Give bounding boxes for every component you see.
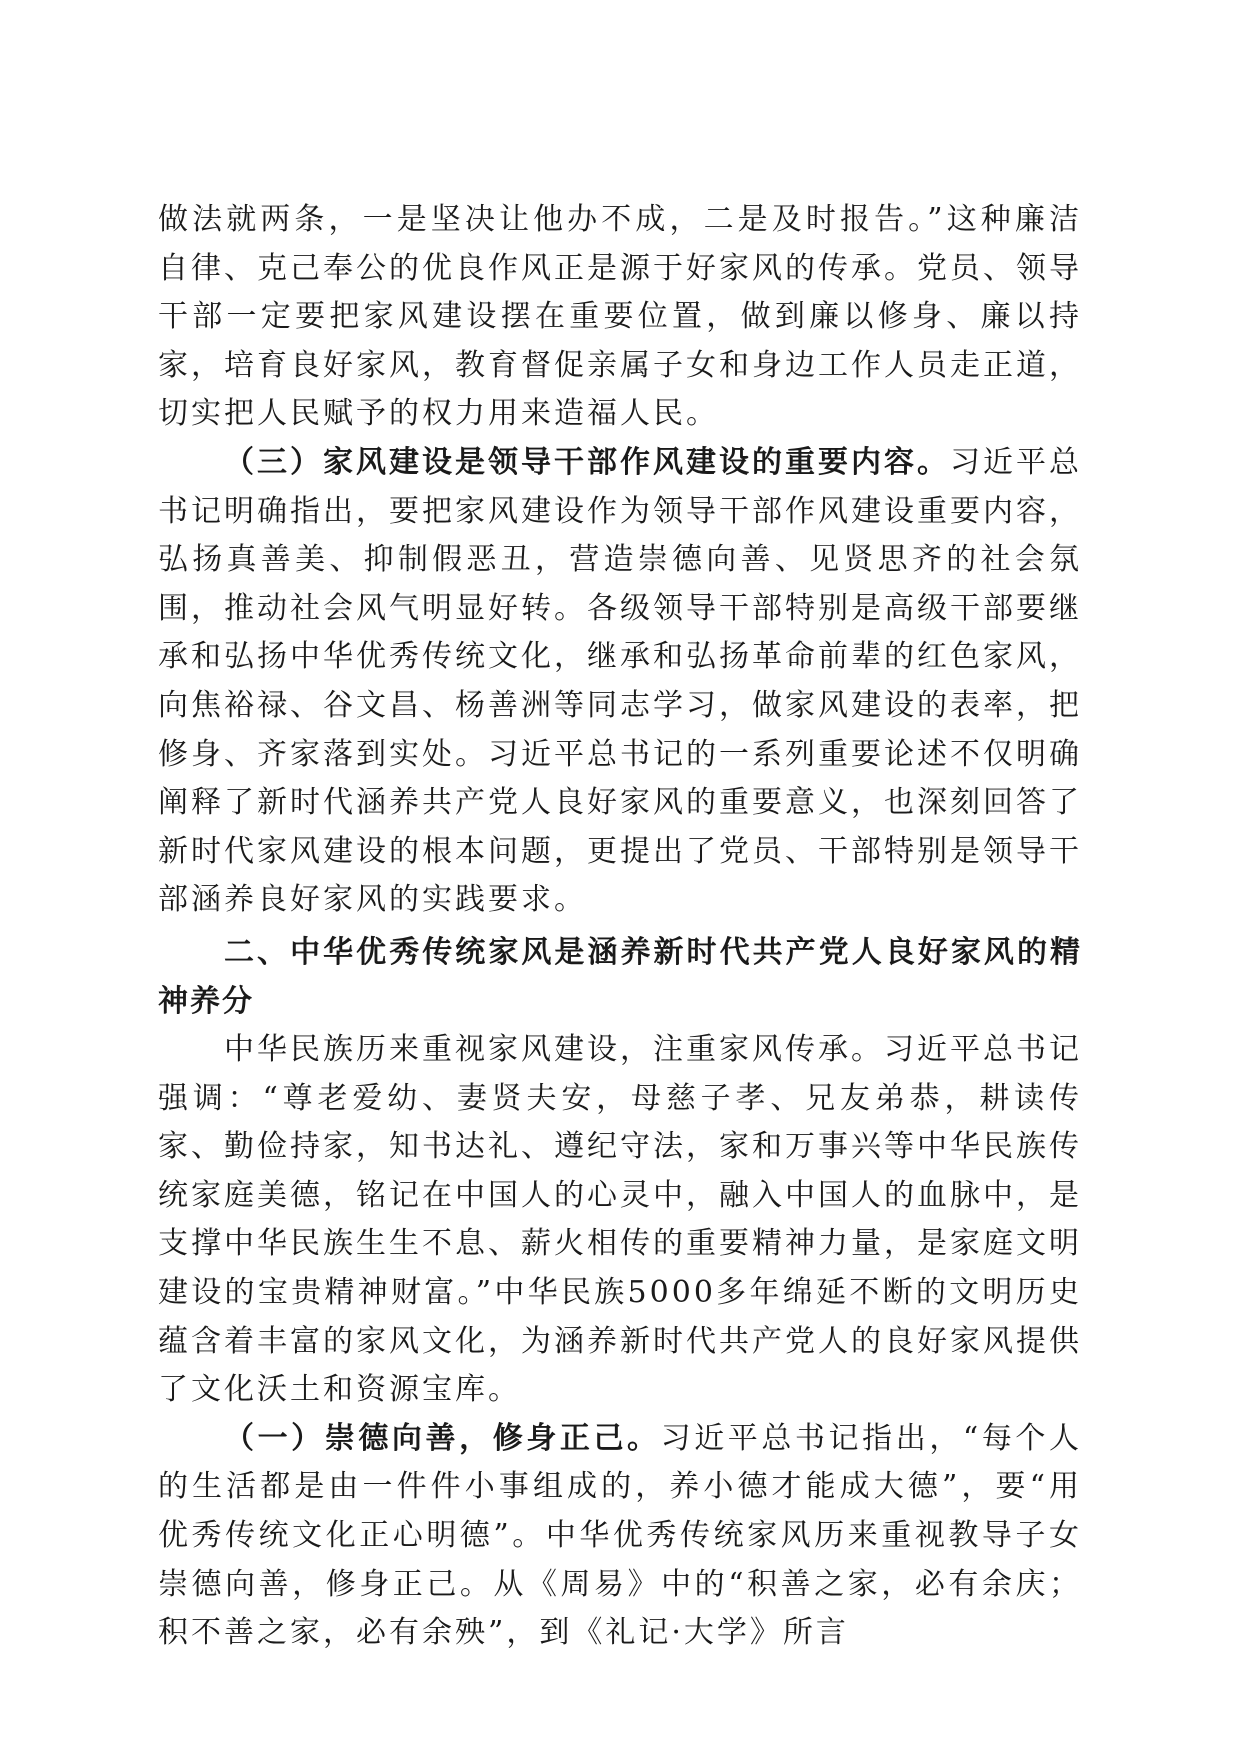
paragraph-lead-heading: （一）崇德向善，修身正己。 — [224, 1420, 661, 1456]
paragraph-lead-heading: （三）家风建设是领导干部作风建设的重要内容。 — [224, 444, 950, 480]
paragraph-virtue-self-cultivation — [158, 1415, 1082, 1658]
paragraph-continued: 做法就两条，一是坚决让他办不成，二是及时报告。”这种廉洁自律、克己奉公的优良作风正是源于好家风的传承。党员、领导干部一定要把家风建设摆在重要位置，做到廉以修身、廉以持家，培育良好家风，教育督促亲属子女和身边工作人员走正道，切实把人民赋予的权力用来造福人民。 — [158, 202, 1082, 432]
paragraph-body: 习近平总书记明确指出，要把家风建设作为领导干部作风建设重要内容，弘扬真善美、抑制假恶丑，营造崇德向善、见贤思齐的社会氛围，推动社会风气明显好转。各级领导干部特别是高级干部要继承和弘扬中华优秀传统文化，继承和弘扬革命前辈的红色家风，向焦裕禄、谷文昌、杨善洲等同志学习，做家风建设的表率，把修身、齐家落到实处。习近平总书记的一系列重要论述不仅明确阐释了新时代涵养共产党人良好家风的重要意义，也深刻回答了新时代家风建设的根本问题，更提出了党员、干部特别是领导干部涵养良好家风的实践要求。 — [158, 444, 1082, 918]
section-heading: 二、中华优秀传统家风是涵养新时代共产党人良好家风的精神养分 — [158, 934, 1082, 1019]
paragraph-traditional-family-virtues: 中华民族历来重视家风建设，注重家风传承。习近平总书记强调：“尊老爱幼、妻贤夫安，母慈子孝、兄友弟恭，耕读传家、勤俭持家，知书达礼、遵纪守法，家和万事兴等中华民族传统家庭美德，铭记在中国人的心灵中，融入中国人的血脉中，是支撑中华民族生生不息、薪火相传的重要精神力量，是家庭文明建设的宝贵精神财富。”中华民族5000多年绵延不断的文明历史蕴含着丰富的家风文化，为涵养新时代共产党人的良好家风提供了文化沃土和资源宝库。 — [158, 1032, 1082, 1408]
paragraph-body: 习近平总书记指出，“每个人的生活都是由一件件小事组成的，养小德才能成大德”，要“用优秀传统文化正心明德”。中华优秀传统家风历来重视教导子女崇德向善，修身正己。从《周易》中的“积善之家，必有余庆；积不善之家，必有余殃”，到《礼记·大学》所言 — [158, 1420, 1082, 1651]
document-page — [158, 196, 1082, 1658]
paragraph-family-style-leadership — [158, 439, 1082, 925]
